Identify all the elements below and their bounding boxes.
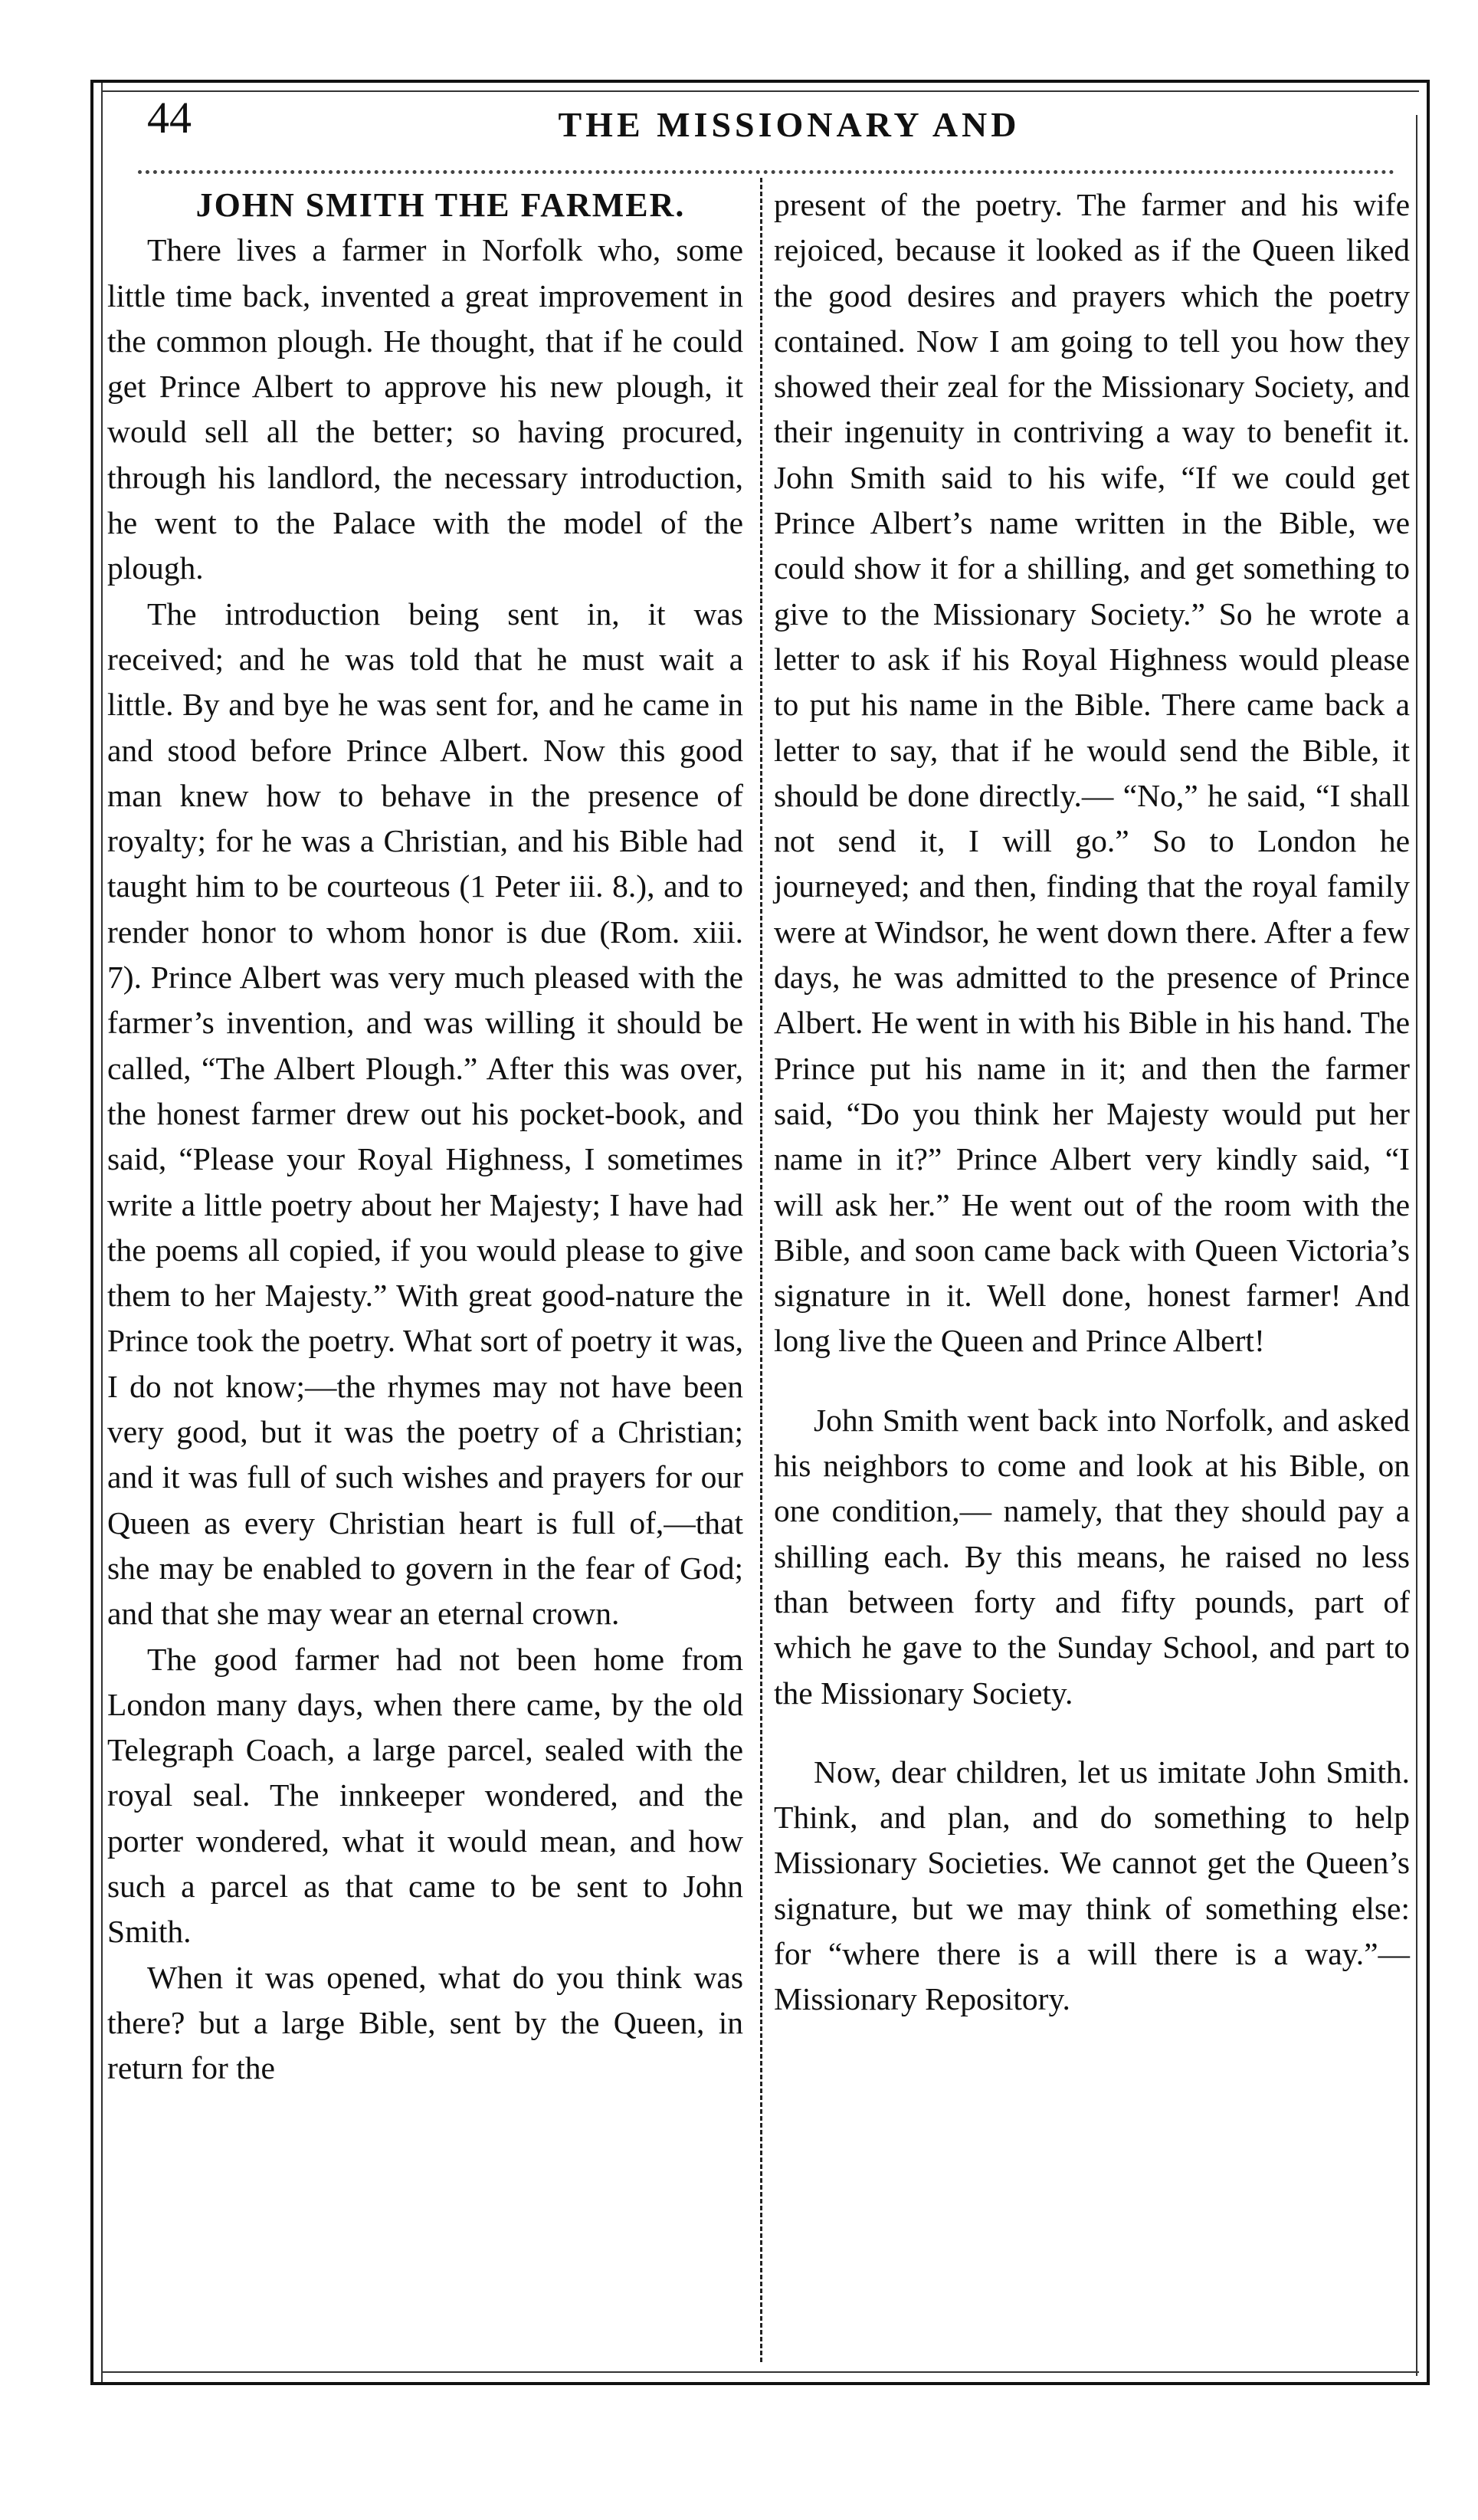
page-border-left: [90, 83, 93, 2382]
page-border-bottom-inner: [101, 2371, 1419, 2373]
header-rule: [138, 170, 1394, 174]
running-head: THE MISSIONARY AND: [558, 105, 1021, 144]
page-border-bottom: [90, 2382, 1430, 2385]
column-divider: [760, 178, 762, 2362]
right-column: [774, 182, 1410, 2023]
page-border-right-inner: [1416, 115, 1417, 2376]
page-number: 44: [147, 93, 192, 143]
paragraph: When it was opened, what do you think was there? but a large Bible, sent by the Queen, in return for the: [107, 1959, 743, 2086]
paragraph: present of the poetry. The farmer and his wife rejoiced, because it looked as if the Queen liked the good desires and prayers which the poetry contained. Now I am going to tell you how they showed their zeal for the Missionary Society, and their ingenuity in contriving a way to benefit it. John Smith said to his wife, “If we could get Prince Albert’s name written in the Bible, we could show it for a shilling, and get something to give to the Missionary Society.” So he wrote a letter to ask if his Royal Highness would please to put his name in the Bible. There came back a letter to say, that if he would send the Bible, it should be done directly.— “No,” he said, “I shall not send it, I will go.” So to London he journeyed; and then, finding that the royal family were at Windsor, he went down there. After a few days, he was admitted to the presence of Prince Albert. He went in with his Bible in his hand. The Prince put his name in it; and then the farmer said, “Do you think her Majesty would put her name in it?” Prince Albert very kindly said, “I will ask her.” He went out of the room with the Bible, and soon came back with Queen Victoria’s signature in it. Well done, honest farmer! And long live the Queen and Prince Albert!: [774, 187, 1410, 1359]
paragraph: John Smith went back into Norfolk, and asked his neighbors to come and look at his Bible, on one condition,— namely, that they should pay a shilling each. By this means, he raised no less than between forty and fifty pounds, part of which he gave to the Sunday School, and part to the Missionary Society.: [774, 1402, 1410, 1711]
paragraph: The good farmer had not been home from London many days, when there came, by the old Telegraph Coach, a large parcel, sealed with the royal seal. The innkeeper wondered, and the porter wondered, what it would mean, and how such a parcel as that came to be sent to John Smith.: [107, 1641, 743, 1950]
paragraph: Now, dear children, let us imitate John Smith. Think, and plan, and do something to help Missionary Societies. We cannot get the Queen’s signature, but we may think of something else: for “where there is a will there is a way.”—Missionary Repository.: [774, 1754, 1410, 2017]
paragraph: The introduction being sent in, it was received; and he was told that he must wait a little. By and bye he was sent for, and he came in and stood before Prince Albert. Now this good man knew how to behave in the presence of royalty; for he was a Christian, and his Bible had taught him to be courteous (1 Peter iii. 8.), and to render honor to whom honor is due (Rom. xiii. 7). Prince Albert was very much pleased with the farmer’s invention, and was willing it should be called, “The Albert Plough.” After this was over, the honest farmer drew out his pocket-book, and said, “Please your Royal Highness, I sometimes write a little poetry about her Majesty; I have had the poems all copied, if you would please to give them to her Majesty.” With great good-nature the Prince took the poetry. What sort of poetry it was, I do not know;—the rhymes may not have been very good, but it was the poetry of a Christian; and it was full of such wishes and prayers for our Queen as every Christian heart is full of,—that she may be enabled to govern in the fear of God; and that she may wear an eternal crown.: [107, 596, 743, 1632]
paragraph: There lives a farmer in Norfolk who, some little time back, invented a great improvement in the common plough. He thought, that if he could get Prince Albert to approve his new plough, it would sell all the better; so having procured, through his landlord, the necessary introduction, he went to the Palace with the model of the plough.: [107, 232, 743, 586]
page-border-top-inner: [101, 90, 1419, 92]
article-title: JOHN SMITH THE FARMER.: [195, 186, 686, 224]
left-column: [107, 182, 743, 2091]
page-border-right: [1427, 83, 1430, 2382]
page-border-top: [90, 80, 1430, 83]
page-border-left-inner: [101, 83, 103, 2382]
